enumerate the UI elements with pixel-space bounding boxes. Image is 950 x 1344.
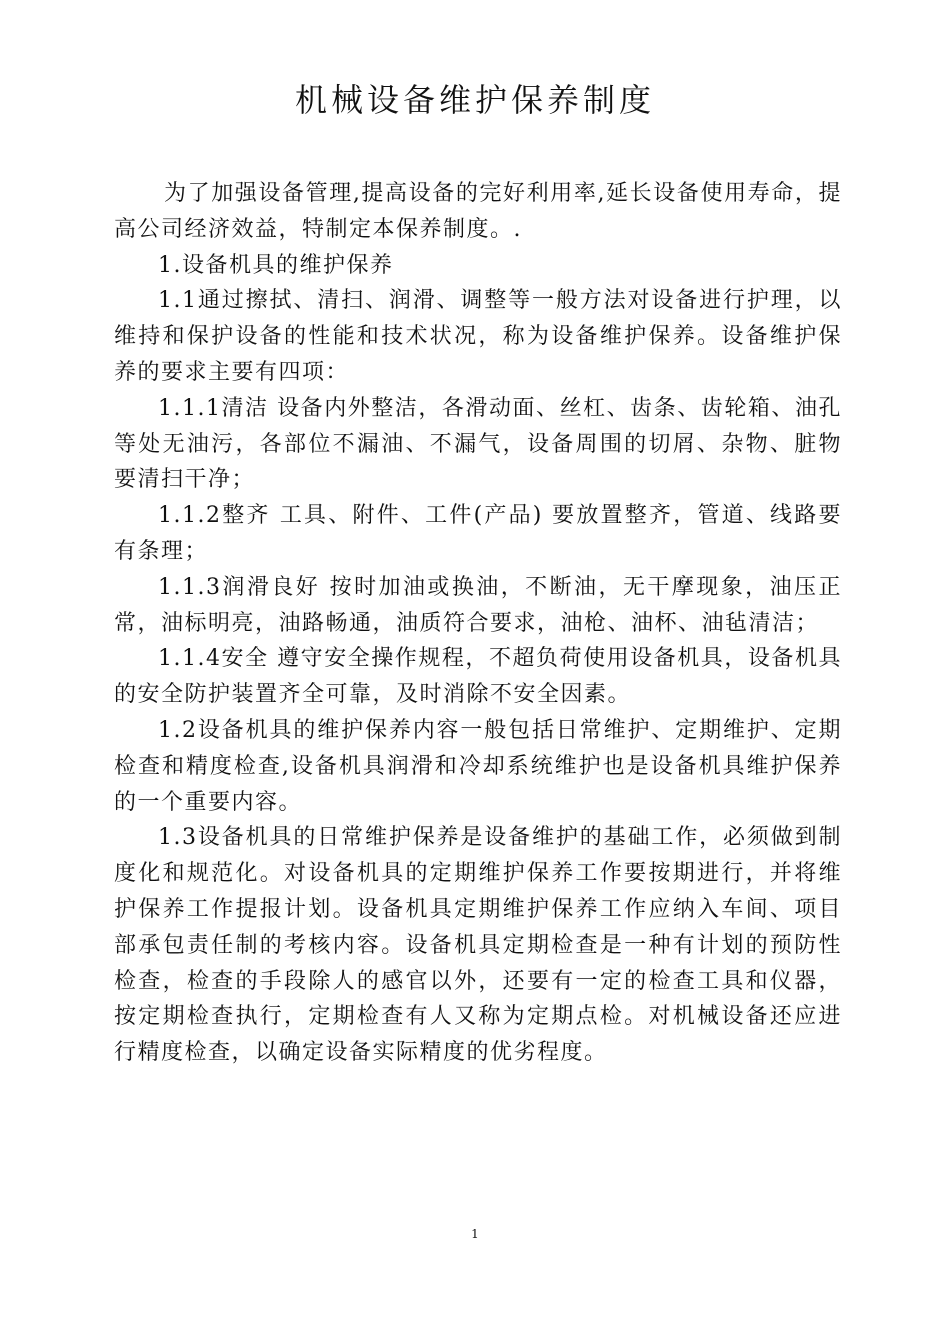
paragraph-1-3: 1.3设备机具的日常维护保养是设备维护的基础工作，必须做到制度化和规范化。对设备机具的定期维护保养工作要按期进行，并将维护保养工作提报计划。设备机具定期维护保养工作应纳入车间、项目部承包责任制的考核内容。设备机具定期检查是一种有计划的预防性检查，检查的手段除人的感官以外，还要有一定的检查工具和仪器，按定期检查执行，定期检查有人又称为定期点检。对机械设备还应进行精度检查，以确定设备实际精度的优劣程度。 <box>114 825 842 1066</box>
paragraph-1-2: 1.2设备机具的维护保养内容一般包括日常维护、定期维护、定期检查和精度检查,设备机具润滑和冷却系统维护也是设备机具维护保养的一个重要内容。 <box>114 717 842 815</box>
document-title: 机械设备维护保养制度 <box>294 81 655 119</box>
document-body <box>114 176 842 1071</box>
page-number: 1 <box>471 1227 479 1241</box>
section-heading-1: 1.设备机具的维护保养 <box>158 252 394 278</box>
paragraph-1-1-4: 1.1.4安全 遵守安全操作规程，不超负荷使用设备机具，设备机具的安全防护装置齐全可靠，及时消除不安全因素。 <box>114 646 842 708</box>
paragraph-intro: 为了加强设备管理,提高设备的完好利用率,延长设备使用寿命，提高公司经济效益，特制定本保养制度。. <box>114 181 842 242</box>
paragraph-1-1-1: 1.1.1清洁 设备内外整洁，各滑动面、丝杠、齿条、齿轮箱、油孔等处无油污，各部位不漏油、不漏气，设备周围的切屑、杂物、脏物要清扫干净； <box>114 395 842 493</box>
paragraph-1-1-3: 1.1.3润滑良好 按时加油或换油，不断油，无干摩现象，油压正常，油标明亮，油路畅通，油质符合要求，油枪、油杯、油毡清洁； <box>114 574 842 636</box>
paragraph-1-1: 1.1通过擦拭、清扫、润滑、调整等一般方法对设备进行护理，以维持和保护设备的性能和技术状况，称为设备维护保养。设备维护保养的要求主要有四项： <box>114 288 842 385</box>
paragraph-1-1-2: 1.1.2整齐 工具、附件、工件(产品) 要放置整齐，管道、线路要有条理； <box>114 503 842 564</box>
